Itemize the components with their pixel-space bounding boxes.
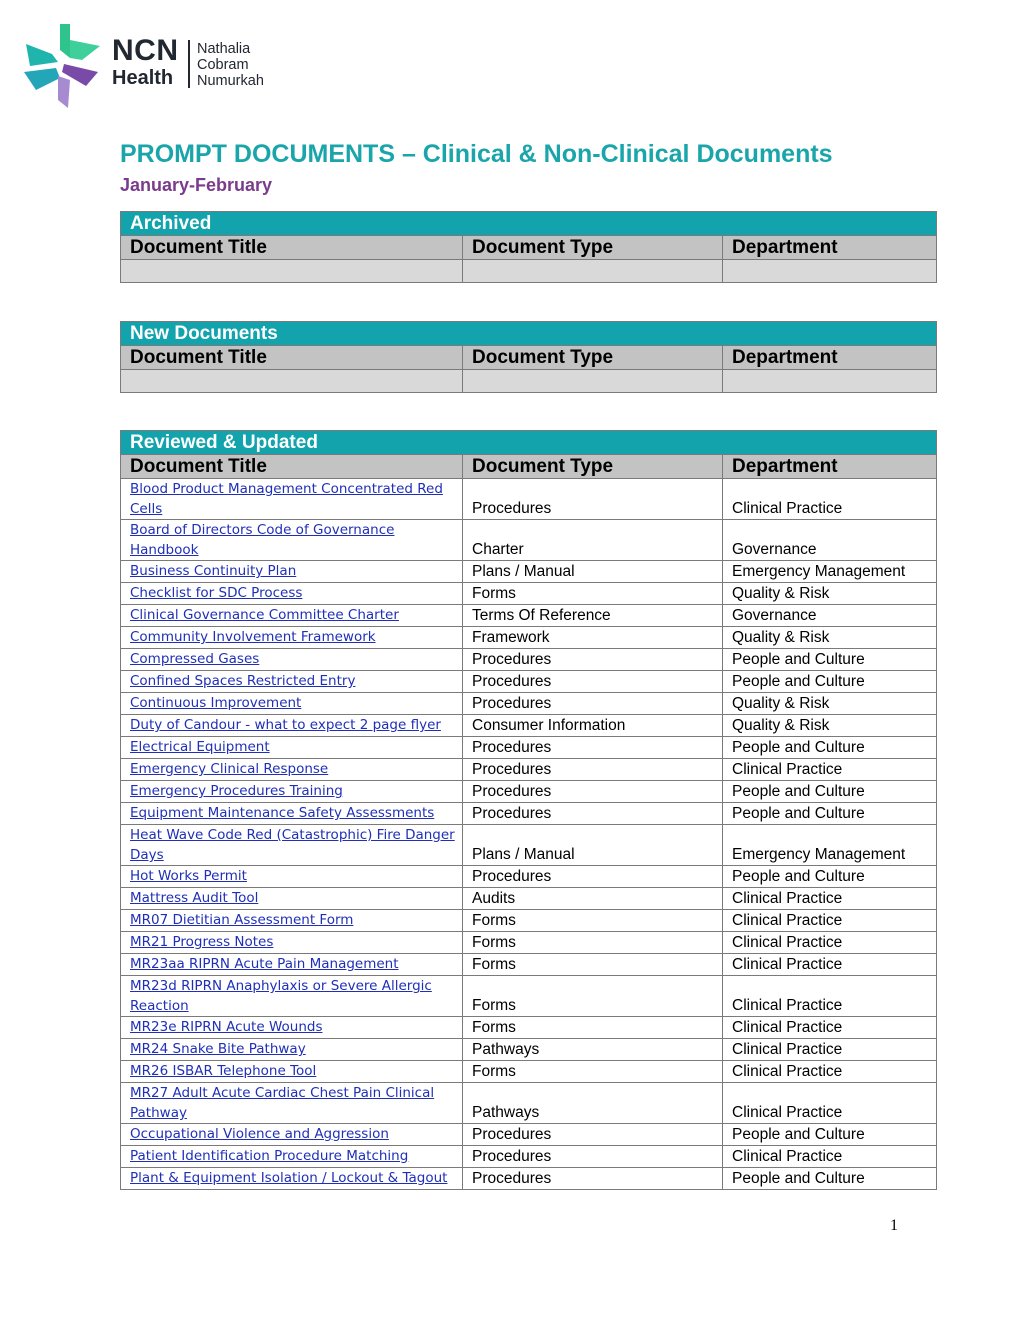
table-row (121, 1083, 937, 1124)
department-cell: Clinical Practice (723, 888, 937, 910)
table-row (121, 954, 937, 976)
document-link[interactable]: MR07 Dietitian Assessment Form (130, 912, 354, 928)
department-cell: People and Culture (723, 737, 937, 759)
document-link[interactable]: Compressed Gases (130, 651, 260, 667)
document-title-cell (121, 866, 463, 888)
column-header-type: Document Type (463, 455, 723, 479)
document-title-cell (121, 1124, 463, 1146)
document-link[interactable]: MR23aa RIPRN Acute Pain Management (130, 956, 399, 972)
document-type-cell: Consumer Information (463, 715, 723, 737)
department-cell: Quality & Risk (723, 627, 937, 649)
department-cell: People and Culture (723, 1124, 937, 1146)
empty-cell (121, 370, 463, 393)
archived-table (120, 211, 937, 283)
page-title: PROMPT DOCUMENTS – Clinical & Non-Clinical Documents (120, 140, 833, 168)
table-row (121, 693, 937, 715)
empty-cell (723, 260, 937, 283)
document-type-cell: Procedures (463, 649, 723, 671)
department-cell: People and Culture (723, 866, 937, 888)
table-row (121, 737, 937, 759)
document-title-cell (121, 583, 463, 605)
document-title-cell (121, 781, 463, 803)
document-type-cell: Procedures (463, 737, 723, 759)
document-link[interactable]: MR24 Snake Bite Pathway (130, 1041, 306, 1057)
table-row (121, 825, 937, 866)
department-cell: People and Culture (723, 649, 937, 671)
table-row (121, 759, 937, 781)
column-header-type: Document Type (463, 236, 723, 260)
table-row (121, 1039, 937, 1061)
column-header-title: Document Title (121, 455, 463, 479)
document-link[interactable]: MR26 ISBAR Telephone Tool (130, 1063, 317, 1079)
document-title-cell (121, 605, 463, 627)
empty-cell (121, 260, 463, 283)
document-type-cell: Terms Of Reference (463, 605, 723, 627)
department-cell: Quality & Risk (723, 583, 937, 605)
column-header-department: Department (723, 346, 937, 370)
document-link[interactable]: Heat Wave Code Red (Catastrophic) Fire Danger Days (130, 827, 455, 863)
department-cell: Emergency Management (723, 561, 937, 583)
empty-cell (463, 260, 723, 283)
document-title-cell (121, 520, 463, 561)
logo-brand-sub: Health (112, 67, 174, 89)
document-title-cell (121, 737, 463, 759)
document-type-cell: Forms (463, 954, 723, 976)
department-cell: Clinical Practice (723, 759, 937, 781)
document-title-cell (121, 932, 463, 954)
logo-town: Nathalia (197, 41, 251, 57)
department-cell: Clinical Practice (723, 1146, 937, 1168)
document-link[interactable]: Business Continuity Plan (130, 563, 297, 579)
table-row (121, 715, 937, 737)
section-header-reviewed-updated: Reviewed & Updated (121, 431, 937, 455)
document-link[interactable]: MR27 Adult Acute Cardiac Chest Pain Clinical Pathway (130, 1085, 435, 1121)
document-type-cell: Pathways (463, 1039, 723, 1061)
document-link[interactable]: MR23e RIPRN Acute Wounds (130, 1019, 323, 1035)
document-type-cell: Pathways (463, 1083, 723, 1124)
document-link[interactable]: Duty of Candour - what to expect 2 page flyer (130, 717, 441, 733)
document-link[interactable]: Patient Identification Procedure Matching (130, 1148, 409, 1164)
table-row (121, 671, 937, 693)
document-title-cell (121, 693, 463, 715)
document-type-cell: Procedures (463, 759, 723, 781)
document-link[interactable]: Occupational Violence and Aggression (130, 1126, 389, 1142)
document-title-cell (121, 479, 463, 520)
empty-cell (723, 370, 937, 393)
document-title-cell (121, 1083, 463, 1124)
table-row (121, 932, 937, 954)
document-title-cell (121, 715, 463, 737)
department-cell: Emergency Management (723, 825, 937, 866)
table-row (121, 605, 937, 627)
document-type-cell: Plans / Manual (463, 561, 723, 583)
department-cell: People and Culture (723, 1168, 937, 1190)
table-row (121, 479, 937, 520)
page-subtitle: January-February (120, 175, 273, 195)
document-link[interactable]: Emergency Clinical Response (130, 761, 329, 777)
reviewed-rows (121, 479, 937, 1190)
department-cell: Clinical Practice (723, 976, 937, 1017)
department-cell: Governance (723, 520, 937, 561)
table-row (121, 627, 937, 649)
document-title-cell (121, 976, 463, 1017)
table-row (121, 888, 937, 910)
document-type-cell: Forms (463, 1061, 723, 1083)
department-cell: Clinical Practice (723, 910, 937, 932)
document-type-cell: Procedures (463, 1124, 723, 1146)
document-title-cell (121, 627, 463, 649)
document-type-cell: Procedures (463, 803, 723, 825)
table-row (121, 1124, 937, 1146)
document-title-cell (121, 1039, 463, 1061)
table-row (121, 976, 937, 1017)
table-row (121, 1168, 937, 1190)
document-link[interactable]: Continuous Improvement (130, 695, 302, 711)
department-cell: Clinical Practice (723, 1083, 937, 1124)
document-title-cell (121, 1061, 463, 1083)
document-link[interactable]: Mattress Audit Tool (130, 890, 259, 906)
logo-brand: NCN (112, 34, 179, 67)
document-type-cell: Procedures (463, 1146, 723, 1168)
department-cell: Clinical Practice (723, 1017, 937, 1039)
document-link[interactable]: MR21 Progress Notes (130, 934, 274, 950)
document-type-cell: Charter (463, 520, 723, 561)
document-type-cell: Plans / Manual (463, 825, 723, 866)
document-title-cell (121, 1146, 463, 1168)
document-link[interactable]: Plant & Equipment Isolation / Lockout & Tagout (130, 1170, 448, 1186)
document-link[interactable]: Community Involvement Framework (130, 629, 376, 645)
empty-cell (463, 370, 723, 393)
document-type-cell: Procedures (463, 479, 723, 520)
document-type-cell: Procedures (463, 1168, 723, 1190)
department-cell: Quality & Risk (723, 693, 937, 715)
document-title-cell (121, 954, 463, 976)
document-type-cell: Framework (463, 627, 723, 649)
table-row (121, 781, 937, 803)
column-header-department: Department (723, 455, 937, 479)
document-title-cell (121, 888, 463, 910)
table-row (121, 649, 937, 671)
logo-town: Numurkah (197, 73, 264, 89)
document-type-cell: Forms (463, 583, 723, 605)
table-row (121, 1061, 937, 1083)
document-link[interactable]: Checklist for SDC Process (130, 585, 303, 601)
logo-towns (197, 41, 264, 89)
document-title-cell (121, 1168, 463, 1190)
document-type-cell: Procedures (463, 671, 723, 693)
table-row (121, 1146, 937, 1168)
department-cell: Governance (723, 605, 937, 627)
document-link[interactable]: Hot Works Permit (130, 868, 247, 884)
department-cell: Clinical Practice (723, 1061, 937, 1083)
document-title-cell (121, 671, 463, 693)
department-cell: Clinical Practice (723, 479, 937, 520)
section-header-new-documents: New Documents (121, 322, 937, 346)
department-cell: People and Culture (723, 671, 937, 693)
table-row (121, 520, 937, 561)
document-link[interactable]: Electrical Equipment (130, 739, 270, 755)
table-row (121, 910, 937, 932)
document-link[interactable]: MR23d RIPRN Anaphylaxis or Severe Allergic Reaction (130, 978, 432, 1014)
department-cell: People and Culture (723, 803, 937, 825)
document-title-cell (121, 649, 463, 671)
page-number: 1 (890, 1217, 898, 1234)
table-row (121, 1017, 937, 1039)
table-row (121, 561, 937, 583)
document-type-cell: Forms (463, 910, 723, 932)
document-title-cell (121, 1017, 463, 1039)
department-cell: Quality & Risk (723, 715, 937, 737)
document-link[interactable]: Board of Directors Code of Governance Handbook (130, 522, 395, 558)
document-type-cell: Forms (463, 976, 723, 1017)
document-title-cell (121, 803, 463, 825)
ncn-health-logo (22, 20, 282, 110)
department-cell: Clinical Practice (723, 954, 937, 976)
logo-divider (188, 40, 190, 88)
reviewed-updated-table (120, 430, 937, 1190)
document-link[interactable]: Emergency Procedures Training (130, 783, 343, 799)
document-type-cell: Procedures (463, 693, 723, 715)
column-header-type: Document Type (463, 346, 723, 370)
ncn-pinwheel-icon (22, 20, 104, 110)
document-link[interactable]: Blood Product Management Concentrated Red Cells (130, 481, 443, 517)
document-type-cell: Audits (463, 888, 723, 910)
document-link[interactable]: Equipment Maintenance Safety Assessments (130, 805, 435, 821)
table-row (121, 866, 937, 888)
department-cell: Clinical Practice (723, 1039, 937, 1061)
table-row (121, 803, 937, 825)
document-link[interactable]: Confined Spaces Restricted Entry (130, 673, 356, 689)
logo-town: Cobram (197, 57, 249, 73)
document-title-cell (121, 825, 463, 866)
document-type-cell: Procedures (463, 866, 723, 888)
table-row (121, 583, 937, 605)
section-header-archived: Archived (121, 212, 937, 236)
document-title-cell (121, 910, 463, 932)
document-title-cell (121, 561, 463, 583)
document-link[interactable]: Clinical Governance Committee Charter (130, 607, 399, 623)
document-title-cell (121, 759, 463, 781)
column-header-title: Document Title (121, 236, 463, 260)
department-cell: People and Culture (723, 781, 937, 803)
document-type-cell: Procedures (463, 781, 723, 803)
document-type-cell: Forms (463, 1017, 723, 1039)
column-header-title: Document Title (121, 346, 463, 370)
column-header-department: Department (723, 236, 937, 260)
document-type-cell: Forms (463, 932, 723, 954)
department-cell: Clinical Practice (723, 932, 937, 954)
new-documents-table (120, 321, 937, 393)
